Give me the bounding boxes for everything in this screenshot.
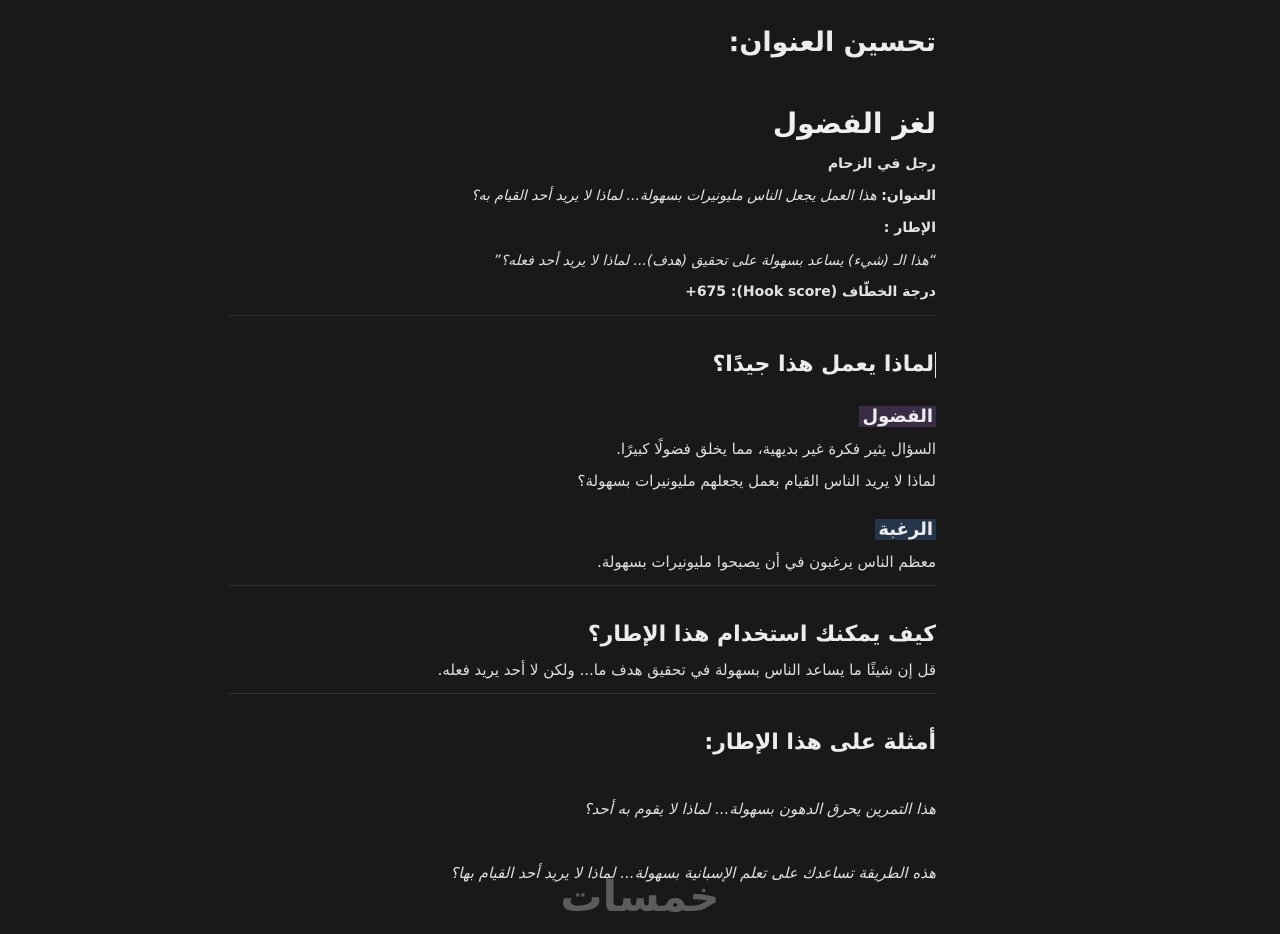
subtitle: رجل في الزحام	[827, 156, 936, 172]
divider	[228, 693, 936, 694]
how-heading: كيف يمكنك استخدام هذا الإطار؟	[587, 622, 936, 647]
example-2: هذه الطريقة تساعدك على تعلم الإسبانية بسهولة... لماذا لا يريد أحد القيام بها؟	[450, 864, 936, 882]
title-line	[471, 186, 936, 206]
divider	[228, 585, 936, 586]
desire-line: معظم الناس يرغبون في أن يصبحوا مليونيرات بسهولة.	[597, 553, 936, 571]
title-value: هذا العمل يجعل الناس مليونيرات بسهولة... لماذا لا يريد أحد القيام به؟	[471, 188, 882, 204]
why-heading-text: لماذا يعمل هذا جيدًا؟	[712, 352, 934, 377]
desire-highlight: الرغبة	[875, 519, 936, 540]
desire-heading	[875, 517, 936, 543]
curiosity-heading	[859, 404, 936, 430]
how-line: قل إن شيئًا ما يساعد الناس بسهولة في تحقيق هدف ما... ولكن لا أحد يريد فعله.	[437, 661, 936, 679]
curiosity-highlight: الفضول	[859, 406, 936, 427]
curiosity-line-2: لماذا لا يريد الناس القيام بعمل يجعلهم مليونيرات بسهولة؟	[577, 472, 936, 490]
improve-title-heading: تحسين العنوان:	[728, 27, 936, 58]
examples-heading: أمثلة على هذا الإطار:	[704, 730, 936, 755]
text-cursor	[935, 352, 936, 378]
curiosity-line-1: السؤال يثير فكرة غير بديهية، مما يخلق فضولًا كبيرًا.	[616, 440, 936, 458]
title-label: العنوان:	[881, 188, 936, 204]
example-1: هذا التمرين يحرق الدهون بسهولة... لماذا لا يقوم به أحد؟	[583, 800, 936, 818]
khamsat-watermark-logo: خمسات	[560, 872, 720, 921]
divider	[228, 315, 936, 316]
hook-score: درجة الخطّاف (Hook score): 675+	[685, 284, 936, 300]
frame-value: “هذا الـ (شيء) يساعد بسهولة على تحقيق (هدف)... لماذا لا يريد أحد فعله؟”	[493, 253, 936, 269]
frame-label: الإطار :	[883, 220, 936, 236]
main-heading: لغز الفضول	[772, 107, 936, 140]
why-heading[interactable]	[713, 350, 937, 380]
